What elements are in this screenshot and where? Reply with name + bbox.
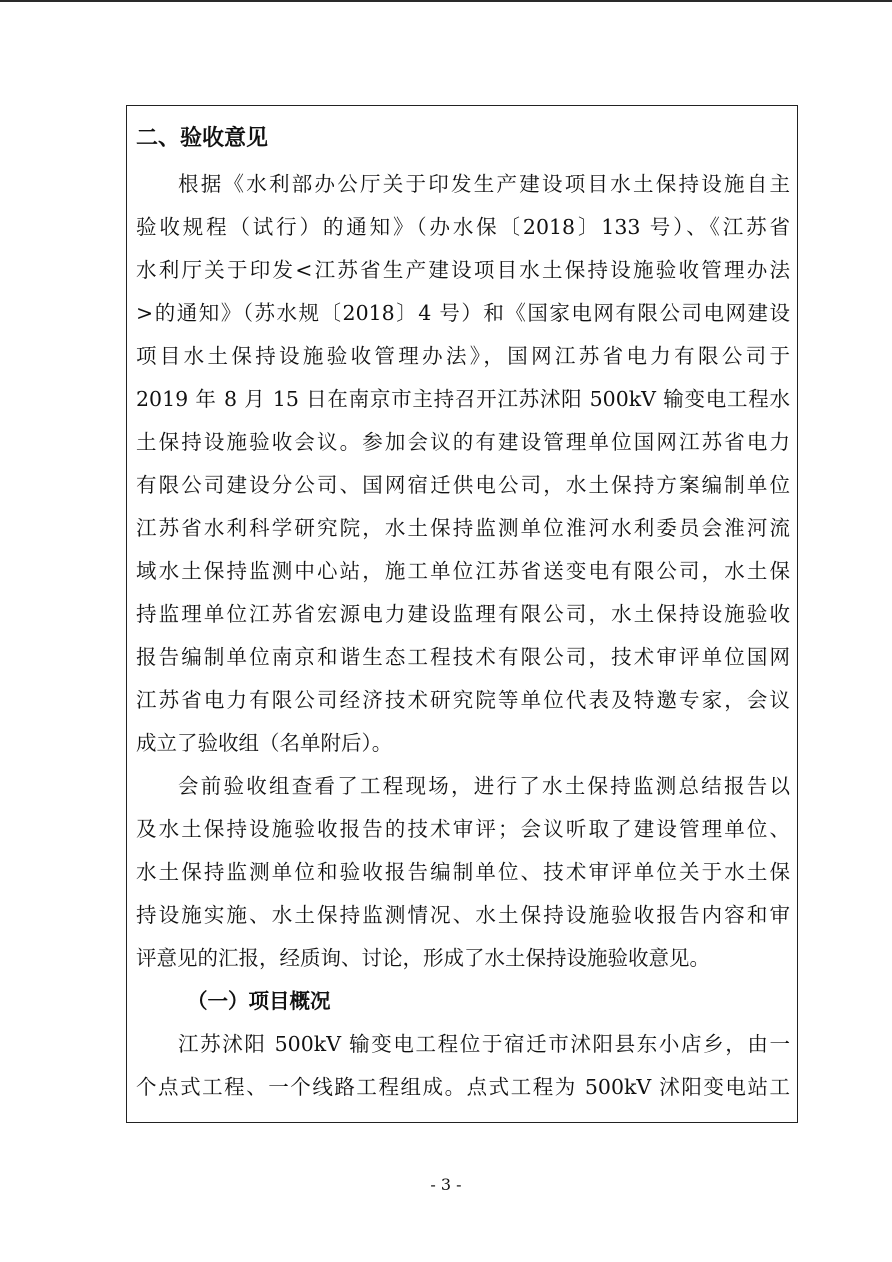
paragraph3-line: 江苏沭阳 500kV 输变电工程位于宿迁市沭阳县东小店乡，由一 xyxy=(178,1032,790,1056)
paragraph1-line: 项目水土保持设施验收管理办法》，国网江苏省电力有限公司于 xyxy=(136,344,790,368)
section-heading: 二、验收意见 xyxy=(136,125,269,151)
paragraph1-line: 水利厅关于印发<江苏省生产建设项目水土保持设施验收管理办法 xyxy=(136,258,790,282)
paragraph2-line: 及水土保持设施验收报告的技术审评；会议听取了建设管理单位、 xyxy=(136,817,790,841)
paragraph1-line: 土保持设施验收会议。参加会议的有建设管理单位国网江苏省电力 xyxy=(136,430,790,454)
page-number: - 3 - xyxy=(430,1175,462,1194)
paragraph2-line: 评意见的汇报，经质询、讨论，形成了水土保持设施验收意见。 xyxy=(136,946,710,970)
paragraph1-line: 2019 年 8 月 15 日在南京市主持召开江苏沭阳 500kV 输变电工程水 xyxy=(136,387,790,411)
paragraph1-line: 域水土保持监测中心站，施工单位江苏省送变电有限公司，水土保 xyxy=(136,559,790,583)
paragraph2-line: 持设施实施、水土保持监测情况、水土保持设施验收报告内容和审 xyxy=(136,903,790,927)
paragraph1-line: 验收规程（试行）的通知》（办水保〔2018〕133 号）、《江苏省 xyxy=(136,215,790,239)
paragraph3-line: 个点式工程、一个线路工程组成。点式工程为 500kV 沭阳变电站工 xyxy=(136,1075,790,1099)
subsection-heading: （一）项目概况 xyxy=(187,989,331,1013)
paragraph1-line: >的通知》（苏水规〔2018〕4 号）和《国家电网有限公司电网建设 xyxy=(136,301,790,325)
paragraph2-line: 水土保持监测单位和验收报告编制单位、技术审评单位关于水土保 xyxy=(136,860,790,884)
top-border-line xyxy=(0,0,892,2)
paragraph1-line: 有限公司建设分公司、国网宿迁供电公司，水土保持方案编制单位 xyxy=(136,473,790,497)
paragraph1-line: 江苏省水利科学研究院，水土保持监测单位淮河水利委员会淮河流 xyxy=(136,516,790,540)
paragraph1-line: 报告编制单位南京和谐生态工程技术有限公司，技术审评单位国网 xyxy=(136,645,790,669)
acceptance-opinion-box xyxy=(126,105,798,1123)
paragraph2-line: 会前验收组查看了工程现场，进行了水土保持监测总结报告以 xyxy=(178,774,790,798)
paragraph1-line: 江苏省电力有限公司经济技术研究院等单位代表及特邀专家，会议 xyxy=(136,688,790,712)
paragraph1-line: 持监理单位江苏省宏源电力建设监理有限公司，水土保持设施验收 xyxy=(136,602,790,626)
paragraph1-line: 成立了验收组（名单附后）。 xyxy=(136,731,393,755)
paragraph1-line: 根据《水利部办公厅关于印发生产建设项目水土保持设施自主 xyxy=(178,172,790,196)
